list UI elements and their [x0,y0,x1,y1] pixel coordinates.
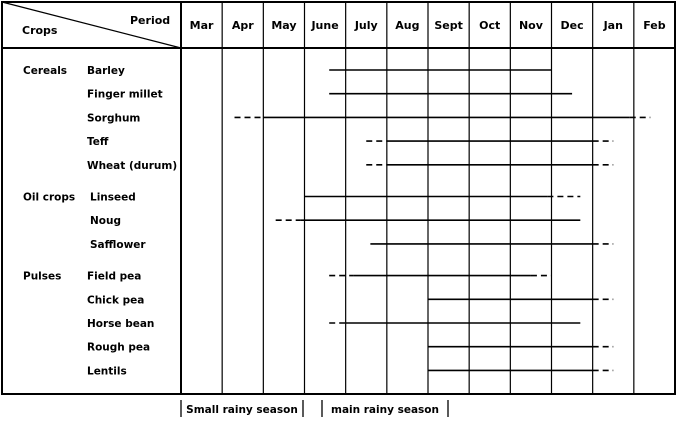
crop-label: Barley [87,65,125,77]
crop-label: Chick pea [87,294,145,307]
month-label: Jan [603,19,623,32]
crop-label: Safflower [90,238,146,251]
crop-rows [23,65,177,377]
crops-header-label: Crops [22,24,58,37]
month-label: Mar [189,19,214,32]
crop-label: Sorghum [87,112,141,125]
crop-label: Noug [90,215,121,228]
crop-group-label: Cereals [23,65,68,77]
month-label: July [354,19,378,32]
month-label: June [311,19,339,32]
month-label: Aug [395,19,420,32]
crop-label: Field pea [87,270,142,283]
month-label: Sept [434,19,463,32]
month-label: Feb [643,19,666,32]
period-header-label: Period [130,14,171,27]
month-label: Dec [560,19,584,32]
crop-group-label: Pulses [23,270,62,283]
crop-label: Wheat (durum) [87,159,178,172]
crop-label: Teff [87,136,109,149]
season-label: Small rainy season [186,404,298,416]
crop-label: Horse bean [87,318,155,330]
growing-period-bars [235,70,651,370]
crop-label: Lentils [87,365,127,378]
crop-label: Linseed [90,191,136,204]
season-legend [181,400,448,417]
month-label: Oct [479,19,501,32]
month-label: Nov [518,19,543,32]
crop-label: Rough pea [87,341,151,354]
month-label: Apr [231,19,254,32]
month-label: May [271,19,297,32]
crop-group-label: Oil crops [23,191,76,204]
season-label: main rainy season [331,404,439,416]
crop-label: Finger millet [87,88,163,101]
